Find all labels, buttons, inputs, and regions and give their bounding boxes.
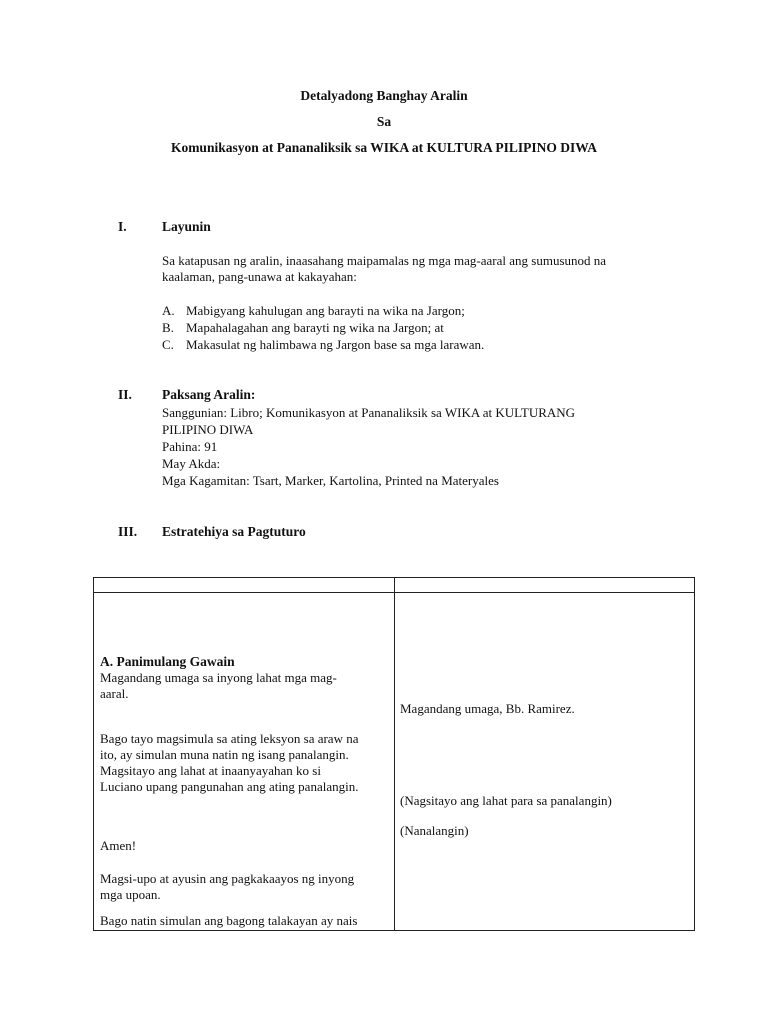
objective-text: Mabigyang kahulugan ang barayti na wika na Jargon; (186, 303, 465, 318)
text-line: Bago tayo magsimula sa ating leksyon sa araw na (100, 731, 359, 746)
text-line: ito, ay simulan muna natin ng isang panalangin. (100, 747, 349, 762)
text-line: Magandang umaga sa inyong lahat mga mag- (100, 670, 337, 685)
text-line: Magsitayo ang lahat at inaanyayahan ko si (100, 763, 321, 778)
table-left-amen: Amen! (100, 838, 137, 853)
table-right-response-3: (Nanalangin) (400, 823, 469, 838)
doc-subject-title: Komunikasyon at Pananaliksik sa WIKA at KULTURA PILIPINO DIWA (170, 140, 598, 155)
pahina: Pahina: 91 (162, 439, 218, 454)
text-line: aaral. (100, 686, 129, 701)
objective-letter: B. (162, 320, 174, 335)
objective-letter: A. (162, 303, 175, 318)
table-left-p2 (100, 731, 390, 795)
sanggunian-line-cont: PILIPINO DIWA (162, 422, 254, 437)
table-right-response-1: Magandang umaga, Bb. Ramirez. (400, 701, 575, 716)
table-left-heading: A. Panimulang Gawain (100, 654, 235, 669)
table-left-p1 (100, 670, 390, 702)
section-3-number: III. (118, 524, 138, 539)
section-1-number: I. (118, 219, 127, 234)
section-2-heading: Paksang Aralin: (162, 387, 256, 402)
text-line: Luciano upang pangunahan ang ating panalangin. (100, 779, 359, 794)
text-line: mga upoan. (100, 887, 161, 902)
table-column-divider (394, 578, 395, 930)
objective-text: Makasulat ng halimbawa ng Jargon base sa mga larawan. (186, 337, 485, 352)
may-akda: May Akda: (162, 456, 221, 471)
objective-letter: C. (162, 337, 174, 352)
sanggunian-line: Sanggunian: Libro; Komunikasyon at Pananaliksik sa WIKA at KULTURANG (162, 405, 576, 420)
table-right-response-2: (Nagsitayo ang lahat para sa panalangin) (400, 793, 612, 808)
table-left-p3 (100, 871, 390, 903)
objective-item (162, 319, 484, 336)
objectives-list (162, 302, 484, 353)
doc-title-connector: Sa (376, 114, 392, 129)
objective-item (162, 302, 484, 319)
kagamitan: Mga Kagamitan: Tsart, Marker, Kartolina, Printed na Materyales (162, 473, 499, 488)
objective-item (162, 336, 484, 353)
section-3-heading: Estratehiya sa Pagtuturo (162, 524, 306, 539)
doc-title: Detalyadong Banghay Aralin (300, 88, 468, 103)
objective-text: Mapahalagahan ang barayti ng wika na Jargon; at (186, 320, 444, 335)
section-2-number: II. (118, 387, 132, 402)
section-1-heading: Layunin (162, 219, 211, 234)
table-left-p4: Bago natin simulan ang bagong talakayan ay nais (100, 913, 358, 928)
text-line: Magsi-upo at ayusin ang pagkakaayos ng inyong (100, 871, 355, 886)
section-1-intro: Sa katapusan ng aralin, inaasahang maipamalas ng mga mag-aaral ang sumusunod na kaalaman, pang-unawa at kakayahan: (162, 253, 607, 284)
section-2-details (162, 404, 662, 489)
